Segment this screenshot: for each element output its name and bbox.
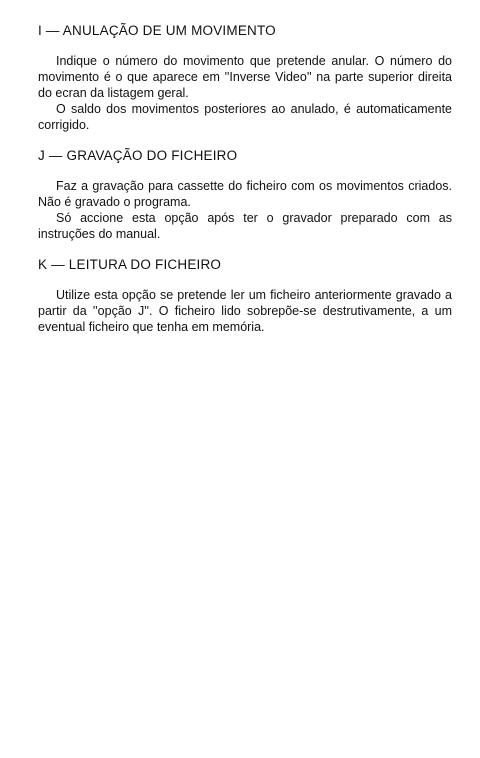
section-gravacao	[38, 147, 452, 242]
paragraph-anulacao-2: O saldo dos movimentos posteriores ao anulado, é automaticamente corrigido.	[38, 102, 452, 132]
paragraph-gravacao-2: Só accione esta opção após ter o gravador preparado com as instruções do manual.	[38, 211, 452, 241]
section-heading-gravacao: J — GRAVAÇÃO DO FICHEIRO	[38, 148, 238, 163]
paragraph-leitura-1: Utilize esta opção se pretende ler um ficheiro anteriormente gravado a partir da ''opção J''. O ficheiro lido sobrepõe-se destrutivamente, a um eventual ficheiro que tenha em memória.	[38, 288, 452, 334]
section-heading-anulacao: I — ANULAÇÃO DE UM MOVIMENTO	[38, 23, 276, 38]
manual-page	[38, 22, 452, 349]
paragraph-anulacao-1: Indique o número do movimento que pretende anular. O número do movimento é o que aparece em ''Inverse Video'' na parte superior direita do ecran da listagem geral.	[38, 54, 452, 100]
section-heading-leitura: K — LEITURA DO FICHEIRO	[38, 257, 222, 272]
section-anulacao	[38, 22, 452, 133]
paragraph-gravacao-1: Faz a gravação para cassette do ficheiro com os movimentos criados. Não é gravado o programa.	[38, 179, 452, 209]
section-leitura	[38, 256, 452, 335]
